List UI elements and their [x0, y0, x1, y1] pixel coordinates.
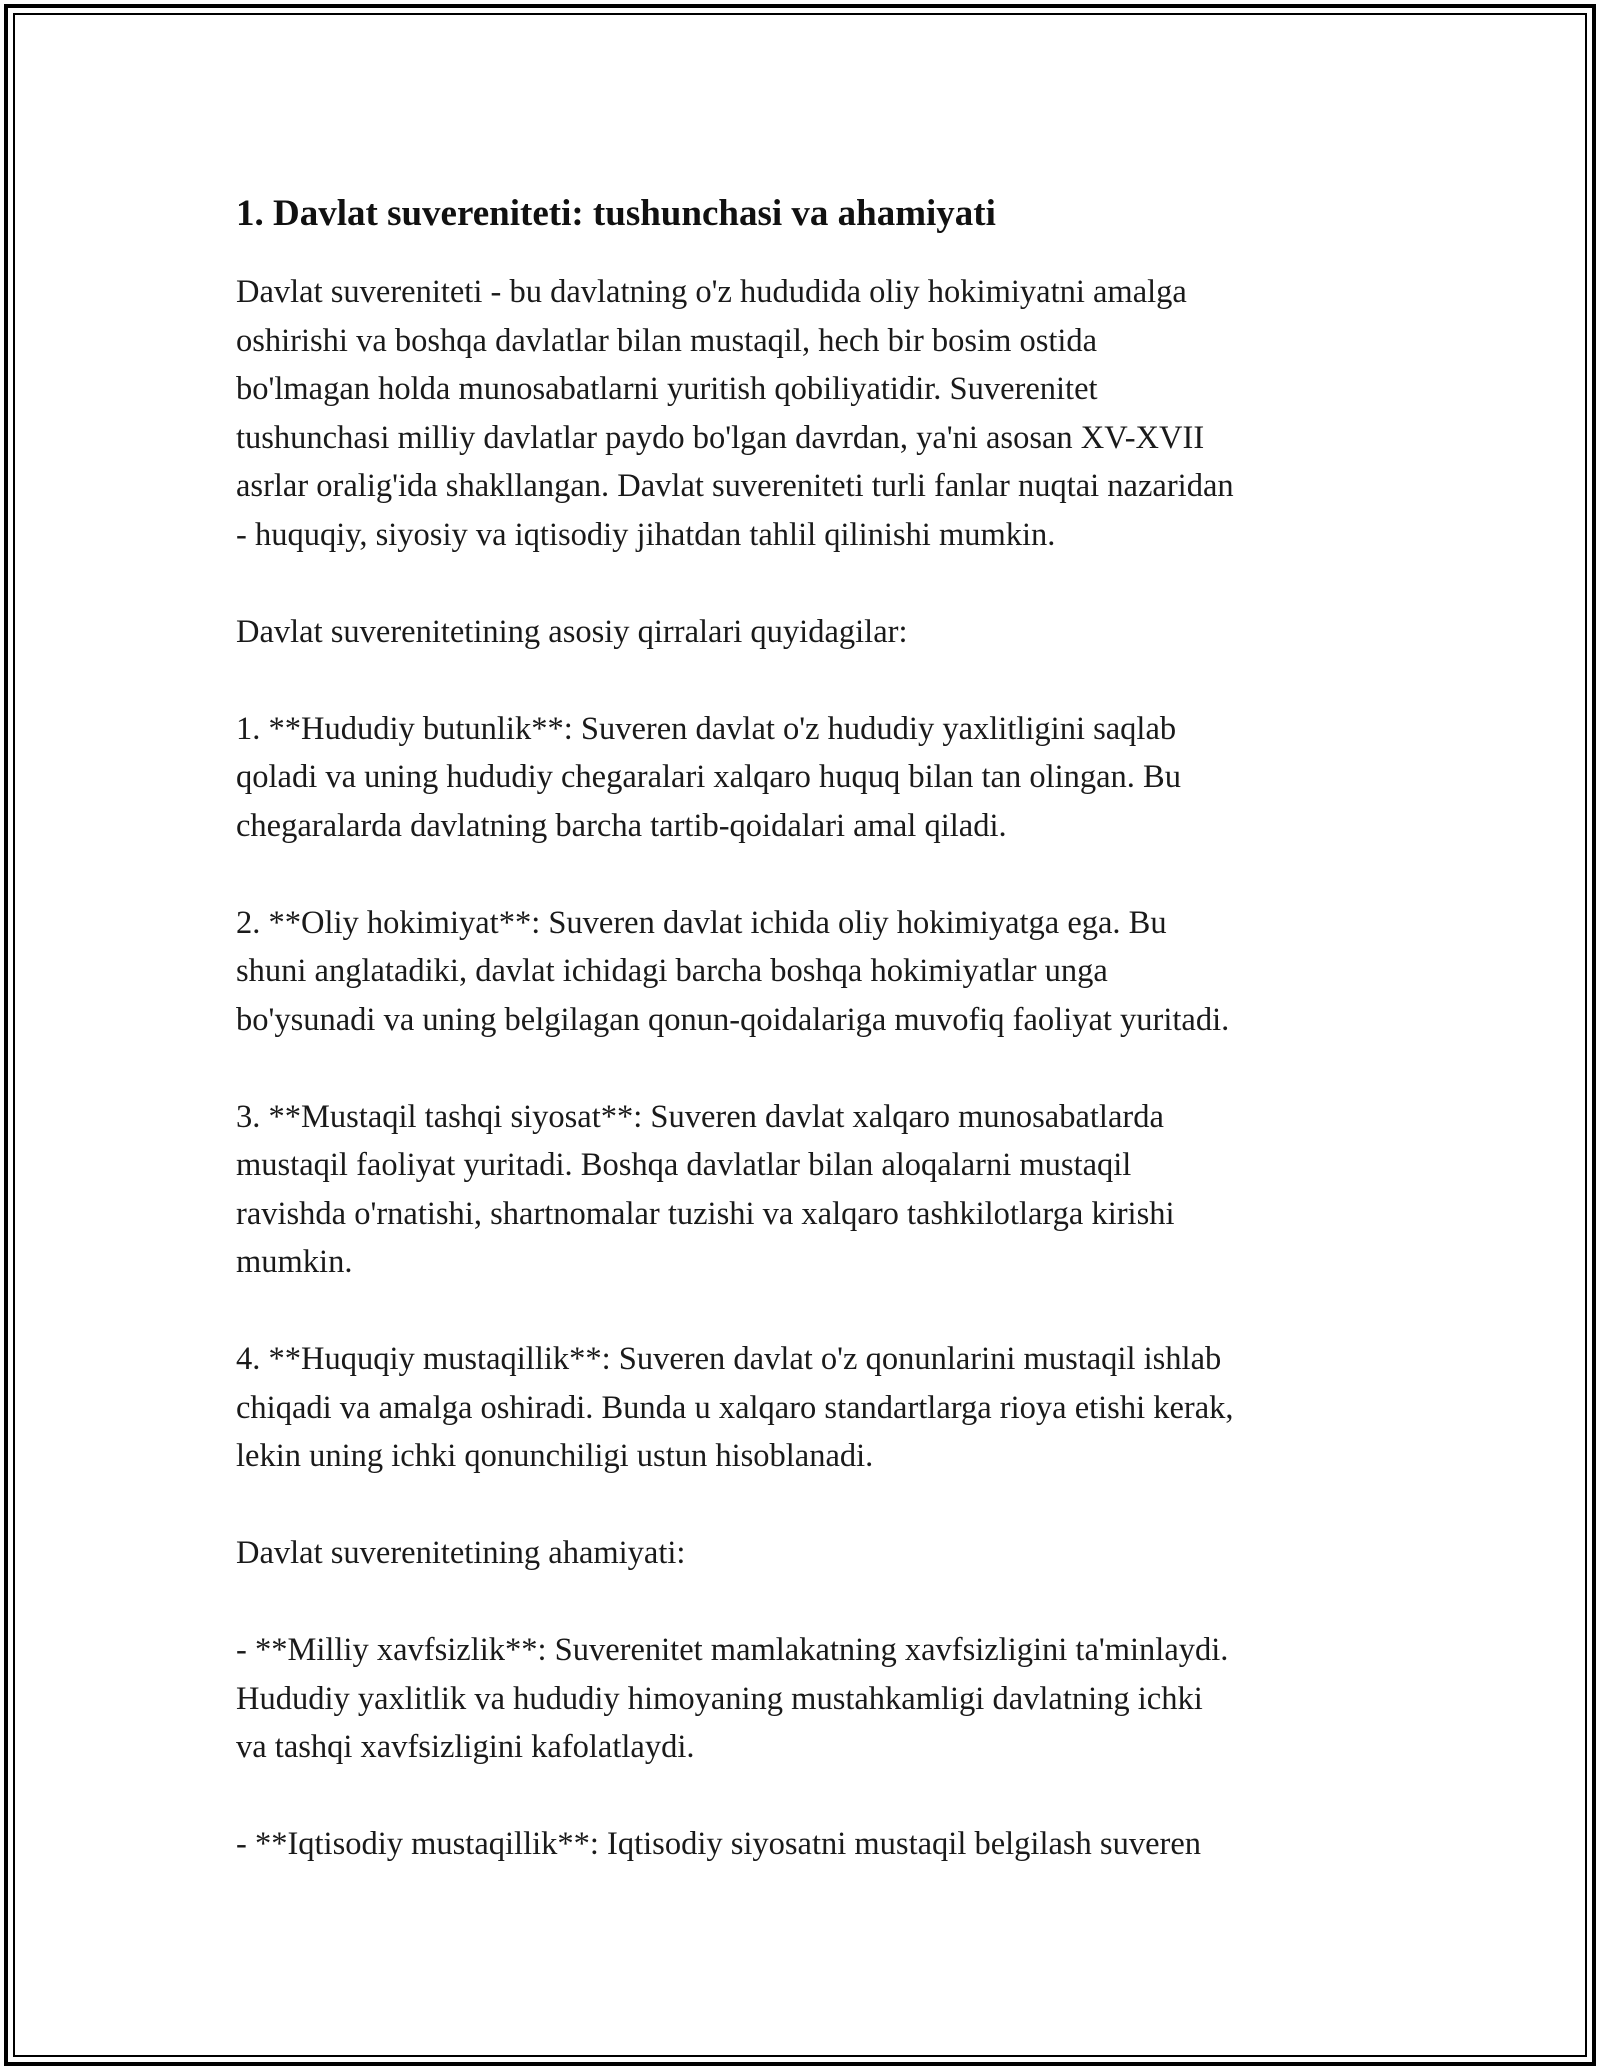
text-line: bo'lmagan holda munosabatlarni yuritish qobiliyatidir. Suverenitet [236, 371, 1098, 407]
paragraph-spacer [236, 656, 1376, 705]
paragraph-spacer [236, 1044, 1376, 1093]
text-line: oshirishi va boshqa davlatlar bilan mustaqil, hech bir bosim ostida [236, 322, 1098, 359]
text-line: - huquqiy, siyosiy va iqtisodiy jihatdan tahlil qilinishi mumkin. [236, 516, 1056, 553]
paragraph-spacer [236, 559, 1376, 608]
text-line: qoladi va uning hududiy chegaralari xalqaro huquq bilan tan olingan. Bu [236, 759, 1181, 795]
paragraph-spacer [236, 850, 1376, 899]
text-line: mustaqil faoliyat yuritadi. Boshqa davlatlar bilan aloqalarni mustaqil [236, 1147, 1132, 1183]
text-line: 1. **Hududiy butunlik**: Suveren davlat o'z hududiy yaxlitligini saqlab [236, 710, 1177, 747]
paragraph [236, 268, 1376, 559]
paragraph [236, 1626, 1376, 1772]
text-line: shuni anglatadiki, davlat ichidagi barcha boshqa hokimiyatlar unga [236, 953, 1108, 989]
text-line: ravishda o'rnatishi, shartnomalar tuzishi va xalqaro tashkilotlarga kirishi [236, 1195, 1175, 1232]
text-line: 4. **Huquqiy mustaqillik**: Suveren davlat o'z qonunlarini mustaqil ishlab [236, 1341, 1222, 1377]
text-line: Davlat suverenitetining ahamiyati: [236, 1535, 686, 1571]
text-line: lekin uning ichki qonunchiligi ustun hisoblanadi. [236, 1438, 874, 1474]
paragraph-list [236, 268, 1376, 1869]
paragraph [236, 1820, 1376, 1869]
paragraph [236, 1529, 1376, 1578]
text-line: 3. **Mustaqil tashqi siyosat**: Suveren davlat xalqaro munosabatlarda [236, 1098, 1164, 1135]
paragraph [236, 1335, 1376, 1481]
paragraph-spacer [236, 1772, 1376, 1821]
text-line: bo'ysunadi va uning belgilagan qonun-qoidalariga muvofiq faoliyat yuritadi. [236, 1001, 1230, 1038]
text-line: Hududiy yaxlitlik va hududiy himoyaning mustahkamligi davlatning ichki [236, 1680, 1203, 1717]
text-line: chiqadi va amalga oshiradi. Bunda u xalqaro standartlarga rioya etishi kerak, [236, 1389, 1234, 1426]
paragraph [236, 899, 1376, 1045]
document-title: 1. Davlat suvereniteti: tushunchasi va ahamiyati [236, 193, 996, 234]
text-line: 2. **Oliy hokimiyat**: Suveren davlat ichida oliy hokimiyatga ega. Bu [236, 904, 1167, 941]
document-body [236, 188, 1376, 1869]
text-line: Davlat suverenitetining asosiy qirralari quyidagilar: [236, 613, 908, 650]
text-line: asrlar oralig'ida shakllangan. Davlat suvereniteti turli fanlar nuqtai nazaridan [236, 468, 1234, 504]
text-line: - **Iqtisodiy mustaqillik**: Iqtisodiy siyosatni mustaqil belgilash suveren [236, 1826, 1202, 1862]
paragraph-spacer [236, 1481, 1376, 1530]
text-line: chegaralarda davlatning barcha tartib-qoidalari amal qiladi. [236, 807, 1007, 844]
paragraph [236, 1093, 1376, 1287]
text-line: va tashqi xavfsizligini kafolatlaydi. [236, 1729, 695, 1765]
paragraph-spacer [236, 1578, 1376, 1627]
paragraph [236, 608, 1376, 657]
paragraph-spacer [236, 1287, 1376, 1336]
text-line: - **Milliy xavfsizlik**: Suverenitet mamlakatning xavfsizligini ta'minlaydi. [236, 1632, 1229, 1668]
text-line: Davlat suvereniteti - bu davlatning o'z hududida oliy hokimiyatni amalga [236, 274, 1187, 310]
text-line: mumkin. [236, 1244, 353, 1280]
text-line: tushunchasi milliy davlatlar paydo bo'lgan davrdan, ya'ni asosan XV-XVII [236, 419, 1205, 456]
paragraph [236, 705, 1376, 851]
